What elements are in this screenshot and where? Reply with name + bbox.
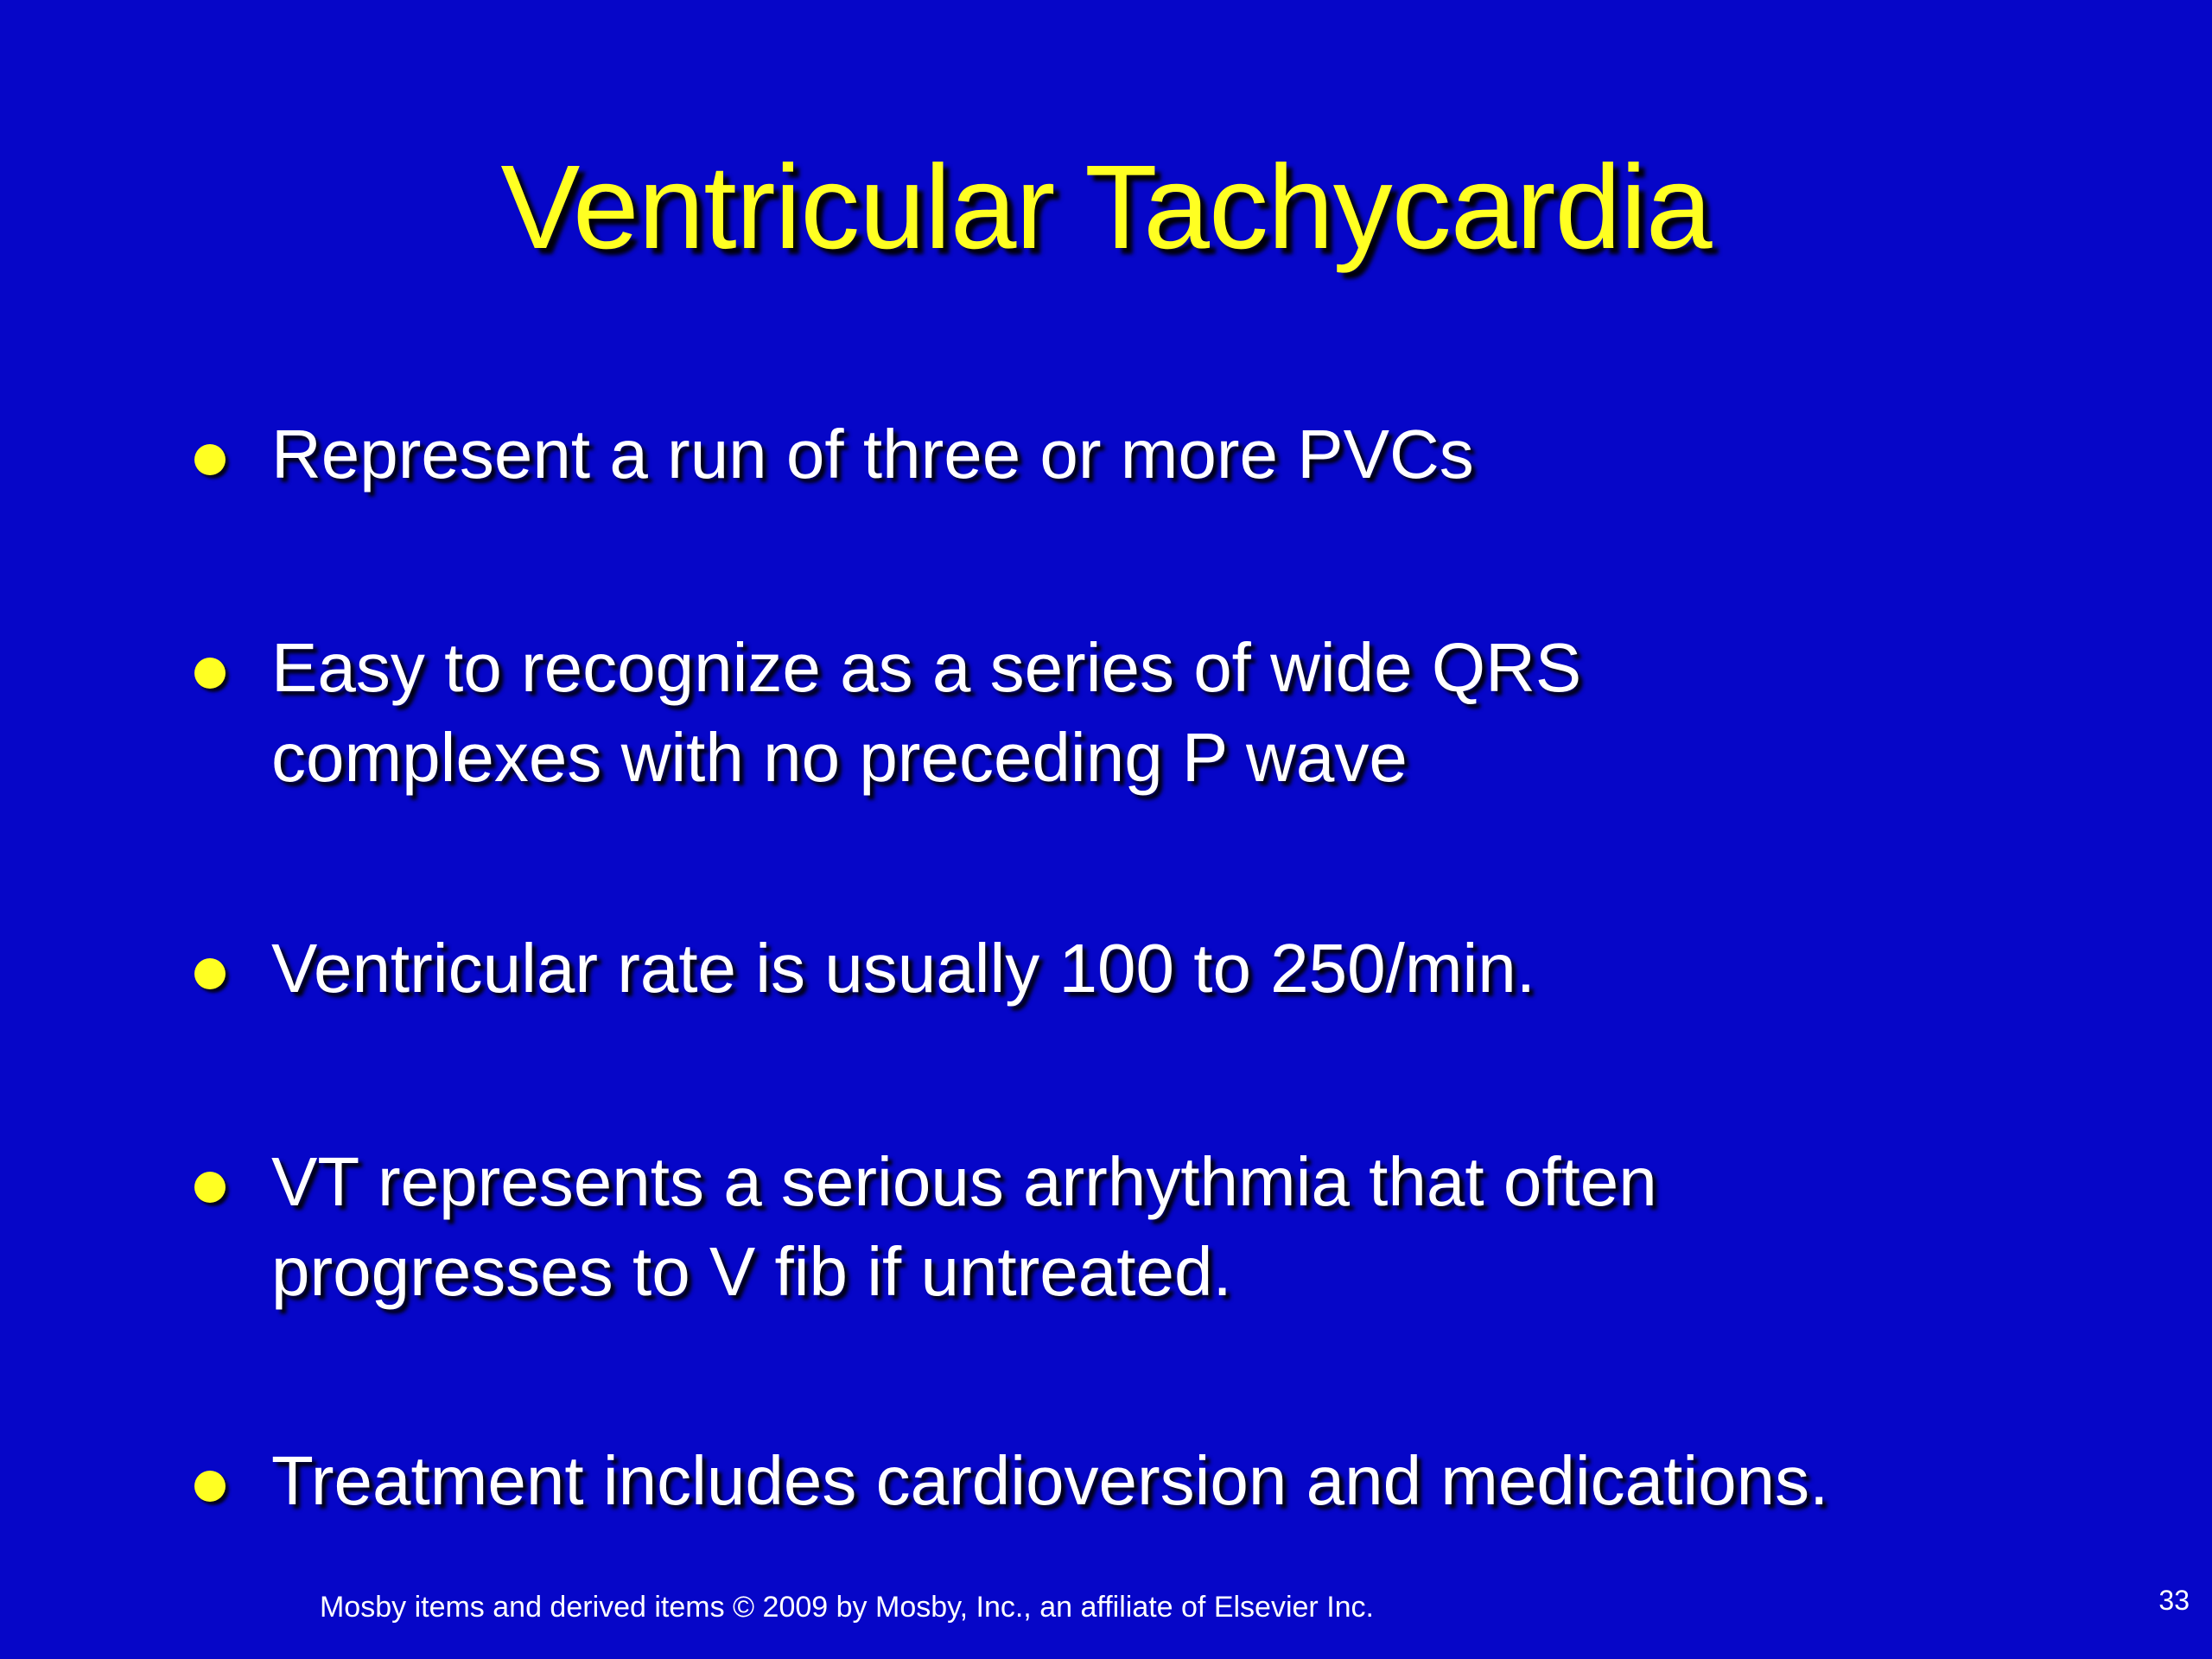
slide-page-number: 33 [2158,1585,2190,1616]
bullet-point-icon [194,1172,226,1203]
bullet-text: Ventricular rate is usually 100 to 250/min. [271,930,1536,1007]
bullet-text: Treatment includes cardioversion and medications. [271,1442,1829,1519]
bullet-text: VT represents a serious arrhythmia that often progresses to V fib if untreated. [271,1143,1657,1310]
bullet-text: Represent a run of three or more PVCs [271,416,1474,493]
copyright-footer: Mosby items and derived items © 2009 by Mosby, Inc., an affiliate of Elsevier Inc. [319,1591,1374,1624]
bullet-point-icon [194,658,226,689]
bullet-point-icon [194,1471,226,1502]
slide-title: Ventricular Tachycardia [500,141,1712,274]
bullet-text: Easy to recognize as a series of wide QRS complexes with no preceding P wave [271,629,1582,796]
bullet-point-icon [194,958,226,989]
bullet-point-icon [194,444,226,475]
